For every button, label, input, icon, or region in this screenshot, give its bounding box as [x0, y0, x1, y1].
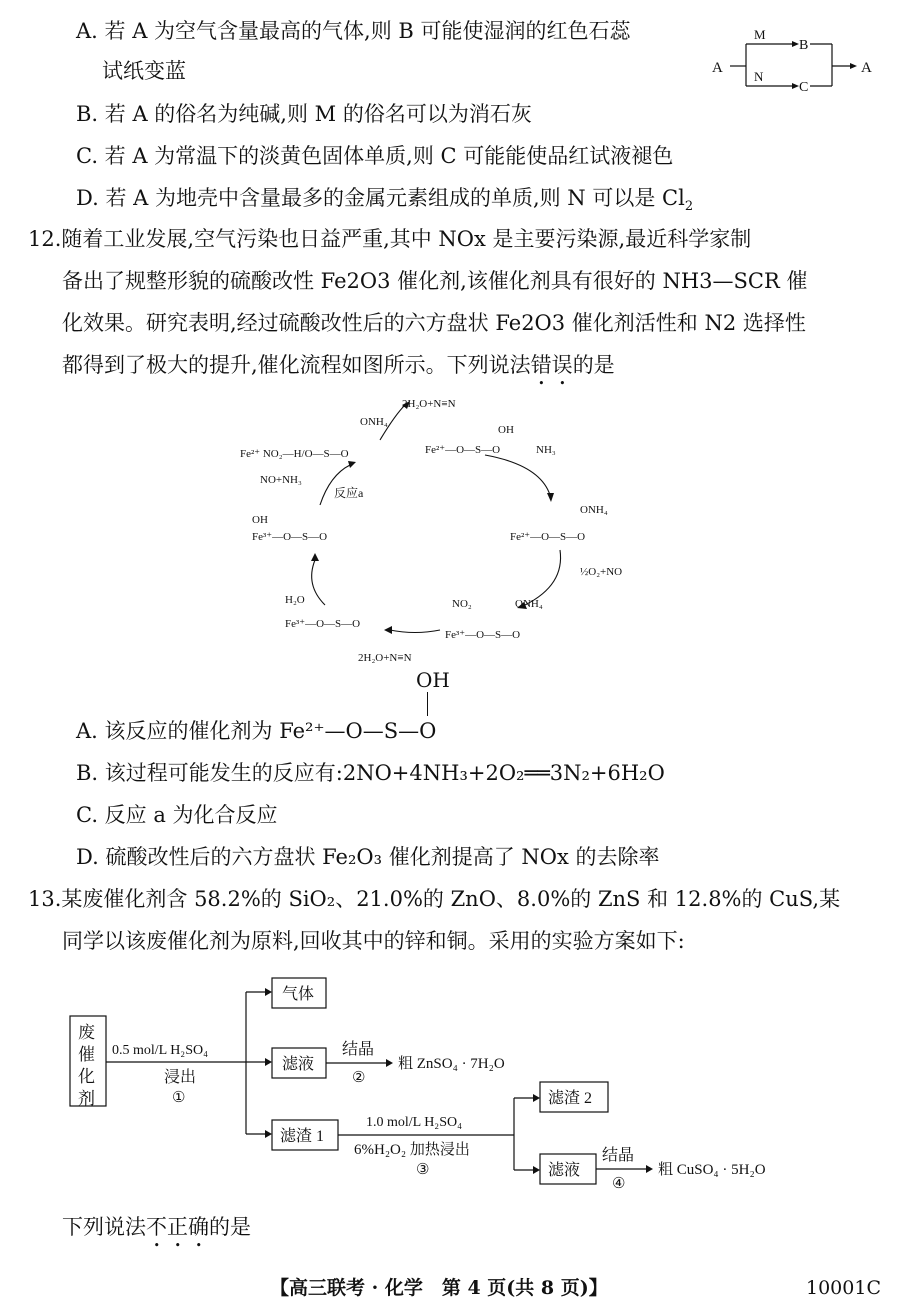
q12-catalytic-cycle: [230, 395, 670, 675]
cycle-onh4-right: ONH₄: [580, 504, 608, 516]
flow-filtrate: 滤液: [282, 1056, 315, 1073]
cycle-onh4-bottom: ONH₄: [515, 598, 543, 610]
q11-diagram: [700, 24, 890, 102]
flow-cryst-2: 结晶: [602, 1147, 635, 1164]
q11-label-b: B: [799, 38, 809, 53]
flow-num-2: ②: [352, 1070, 366, 1086]
flow-num-4: ④: [612, 1176, 626, 1190]
flow-start-4: 剂: [78, 1089, 95, 1108]
flow-residue-1: 滤渣 1: [280, 1128, 325, 1145]
flow-reagent-2: 1.0 mol/L H₂SO₄: [366, 1115, 462, 1130]
flow-reagent-3: 6%H₂O₂ 加热浸出: [354, 1142, 470, 1158]
q11-option-b: B. 若 A 的俗名为纯碱,则 M 的俗名可以为消石灰: [76, 102, 532, 126]
q12-option-c: C. 反应 a 为化合反应: [76, 803, 278, 827]
q11-option-c: C. 若 A 为常温下的淡黄色固体单质,则 C 可能能使品红试液褪色: [76, 144, 674, 168]
cycle-bottom-product: 2H₂O+N≡N: [358, 652, 412, 664]
cycle-species-2: Fe²⁺—O—S—O: [425, 444, 501, 456]
q12-structure: [412, 668, 472, 716]
cycle-species-4: Fe³⁺—O—S—O: [445, 629, 521, 641]
cycle-left-reactant-top: NO+NH₃: [260, 474, 302, 486]
footer-code: 10001C: [806, 1277, 881, 1299]
q11-option-a-line2: 试纸变蓝: [102, 59, 186, 83]
q11-label-n: N: [754, 69, 764, 84]
q11-label-c: C: [799, 80, 809, 95]
q11-label-a-right: A: [861, 60, 872, 76]
flow-product-1: 粗 ZnSO₄ · 7H₂O: [398, 1056, 505, 1072]
flow-start-1: 废: [78, 1023, 95, 1042]
q12-line-4: 都得到了极大的提升,催化流程如图所示。下列说法错误的是: [62, 353, 615, 377]
q11-label-a-left: A: [712, 60, 723, 76]
structure-chain: Fe²⁺—O—S—O: [279, 719, 437, 743]
flow-num-1: ①: [172, 1090, 186, 1106]
cycle-reaction-a: 反应a: [334, 486, 364, 500]
cycle-species-1: Fe²⁺ NO₂—H/O—S—O: [240, 448, 349, 460]
q12-line-2: 备出了规整形貌的硫酸改性 Fe2O3 催化剂,该催化剂具有很好的 NH3—SCR 催: [62, 269, 808, 293]
cycle-species-6: Fe³⁺—O—S—O: [252, 531, 328, 543]
flow-num-3: ③: [416, 1162, 430, 1178]
structure-bond: [427, 692, 428, 716]
q12-option-b: B. 该过程可能发生的反应有:2NO+4NH₃+2O₂══3N₂+6H₂O: [76, 761, 665, 785]
flow-product-2: 粗 CuSO₄ · 5H₂O: [658, 1162, 766, 1178]
q11-label-m: M: [754, 27, 766, 42]
cycle-nh3: NH₃: [536, 444, 556, 456]
cycle-oh-top: OH: [498, 424, 514, 436]
footer-title: 【高三联考 · 化学 第 4 页(共 8 页)】: [270, 1277, 608, 1299]
flow-residue-2: 滤渣 2: [548, 1090, 593, 1107]
q12-line-3: 化效果。研究表明,经过硫酸改性后的六方盘状 Fe2O3 催化剂活性和 N2 选择性: [62, 311, 806, 335]
q11-option-d: D. 若 A 为地壳中含量最多的金属元素组成的单质,则 N 可以是 $Cl_2$: [76, 186, 694, 215]
cycle-species-5: Fe³⁺—O—S—O: [285, 618, 361, 630]
cycle-right-reactant-mid: ½O₂+NO: [580, 566, 623, 578]
flow-filtrate-2: 滤液: [548, 1162, 581, 1179]
cycle-onh4-top: ONH₄: [360, 416, 388, 428]
flow-reagent-1: 0.5 mol/L H₂SO₄: [112, 1043, 208, 1058]
structure-oh: OH: [416, 668, 450, 692]
flow-gas: 气体: [282, 986, 315, 1003]
flow-start-3: 化: [78, 1067, 95, 1086]
q13-line-2: 同学以该废催化剂为原料,回收其中的锌和铜。采用的实验方案如下:: [62, 929, 685, 953]
q13-ask: 下列说法不正确的是: [62, 1215, 251, 1239]
cycle-no2: NO₂: [452, 598, 472, 610]
q13-flowchart: [60, 970, 820, 1190]
cycle-left-reactant: H₂O: [285, 594, 305, 606]
q12-option-a: A. 该反应的催化剂为 Fe²⁺—O—S—O: [76, 719, 437, 743]
q11-option-a-line1: A. 若 A 为空气含量最高的气体,则 B 可能使湿润的红色石蕊: [76, 19, 631, 43]
q12-line-1: 12.随着工业发展,空气污染也日益严重,其中 NOx 是主要污染源,最近科学家制: [28, 227, 752, 251]
cycle-species-3: Fe²⁺—O—S—O: [510, 531, 586, 543]
cycle-top-product: 2H₂O+N≡N: [402, 398, 456, 410]
flow-start-2: 催: [78, 1045, 95, 1064]
flow-cryst-1: 结晶: [342, 1041, 375, 1058]
q13-line-1: 13.某废催化剂含 58.2%的 SiO₂、21.0%的 ZnO、8.0%的 ZnS 和 12.8%的 CuS,某: [28, 887, 841, 911]
flow-step-1: 浸出: [164, 1069, 197, 1086]
cycle-oh-left: OH: [252, 514, 268, 526]
q12-option-d: D. 硫酸改性后的六方盘状 Fe₂O₃ 催化剂提高了 NOx 的去除率: [76, 845, 660, 869]
